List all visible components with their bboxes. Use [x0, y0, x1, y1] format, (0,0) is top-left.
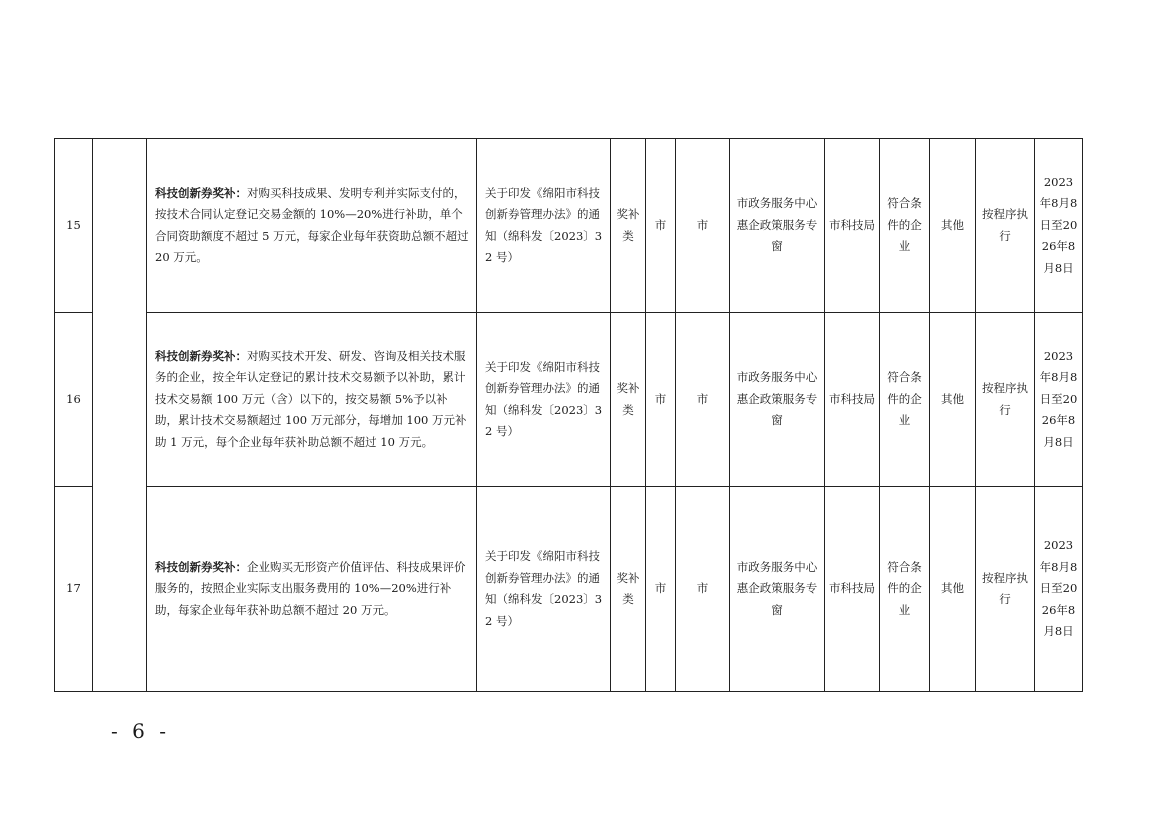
- eligible-target: 符合条件的企业: [880, 487, 930, 692]
- policy-title: 科技创新券奖补：: [155, 348, 247, 363]
- policy-category: 奖补类: [611, 313, 646, 487]
- service-window: 市政务服务中心惠企政策服务专窗: [730, 487, 825, 692]
- validity-period: 2023年8月8日至2026年8月8日: [1035, 487, 1083, 692]
- responsible-department: 市科技局: [825, 313, 880, 487]
- policy-content-cell: [147, 313, 477, 487]
- table-row: [55, 139, 1083, 313]
- row-number: 15: [55, 139, 93, 313]
- table-row: [55, 313, 1083, 487]
- validity-period: 2023年8月8日至2026年8月8日: [1035, 139, 1083, 313]
- policy-level: 市: [646, 313, 676, 487]
- application-procedure: 按程序执行: [976, 313, 1035, 487]
- policy-description: 对购买技术开发、研发、咨询及相关技术服务的企业，按全年认定登记的累计技术交易额予以补助，累计技术交易额 100 万元（含）以下的，按交易额 5%予以补助，累计技术交易额超过 100 万元部分，每增加 100 万元补助 1 万元，每个企业每年获补助总额不超过 10 万元。: [155, 348, 467, 449]
- responsible-department: 市科技局: [825, 487, 880, 692]
- application-method: 其他: [930, 139, 976, 313]
- policy-implementation-level: 市: [676, 313, 730, 487]
- page-number: - 6 -: [111, 719, 170, 743]
- policy-category: 奖补类: [611, 139, 646, 313]
- policy-description: 企业购买无形资产价值评估、科技成果评价服务的，按照企业实际支出服务费用的 10%—20%进行补助，每家企业每年获补助总额不超过 20 万元。: [155, 559, 466, 617]
- policy-implementation-level: 市: [676, 139, 730, 313]
- policy-level: 市: [646, 139, 676, 313]
- service-window: 市政务服务中心惠企政策服务专窗: [730, 313, 825, 487]
- policy-category: 奖补类: [611, 487, 646, 692]
- policy-description: 对购买科技成果、发明专利并实际支付的，按技术合同认定登记交易金额的 10%—20%进行补助，单个合同资助额度不超过 5 万元，每家企业每年获资助总额不超过 20 万元。: [155, 185, 469, 264]
- policy-title: 科技创新券奖补：: [155, 185, 247, 200]
- policy-basis: 关于印发《绵阳市科技创新券管理办法》的通知（绵科发〔2023〕32 号）: [477, 313, 611, 487]
- row-number: 16: [55, 313, 93, 487]
- policy-implementation-level: 市: [676, 487, 730, 692]
- policy-level: 市: [646, 487, 676, 692]
- application-procedure: 按程序执行: [976, 139, 1035, 313]
- policy-title: 科技创新券奖补：: [155, 559, 247, 574]
- policy-content-cell: [147, 139, 477, 313]
- policy-content-cell: [147, 487, 477, 692]
- application-method: 其他: [930, 487, 976, 692]
- category-group-cell: [93, 139, 147, 692]
- validity-period: 2023年8月8日至2026年8月8日: [1035, 313, 1083, 487]
- application-procedure: 按程序执行: [976, 487, 1035, 692]
- eligible-target: 符合条件的企业: [880, 313, 930, 487]
- eligible-target: 符合条件的企业: [880, 139, 930, 313]
- policy-basis: 关于印发《绵阳市科技创新券管理办法》的通知（绵科发〔2023〕32 号）: [477, 139, 611, 313]
- policy-table: [54, 138, 1083, 692]
- responsible-department: 市科技局: [825, 139, 880, 313]
- policy-basis: 关于印发《绵阳市科技创新券管理办法》的通知（绵科发〔2023〕32 号）: [477, 487, 611, 692]
- row-number: 17: [55, 487, 93, 692]
- service-window: 市政务服务中心惠企政策服务专窗: [730, 139, 825, 313]
- table-row: [55, 487, 1083, 692]
- application-method: 其他: [930, 313, 976, 487]
